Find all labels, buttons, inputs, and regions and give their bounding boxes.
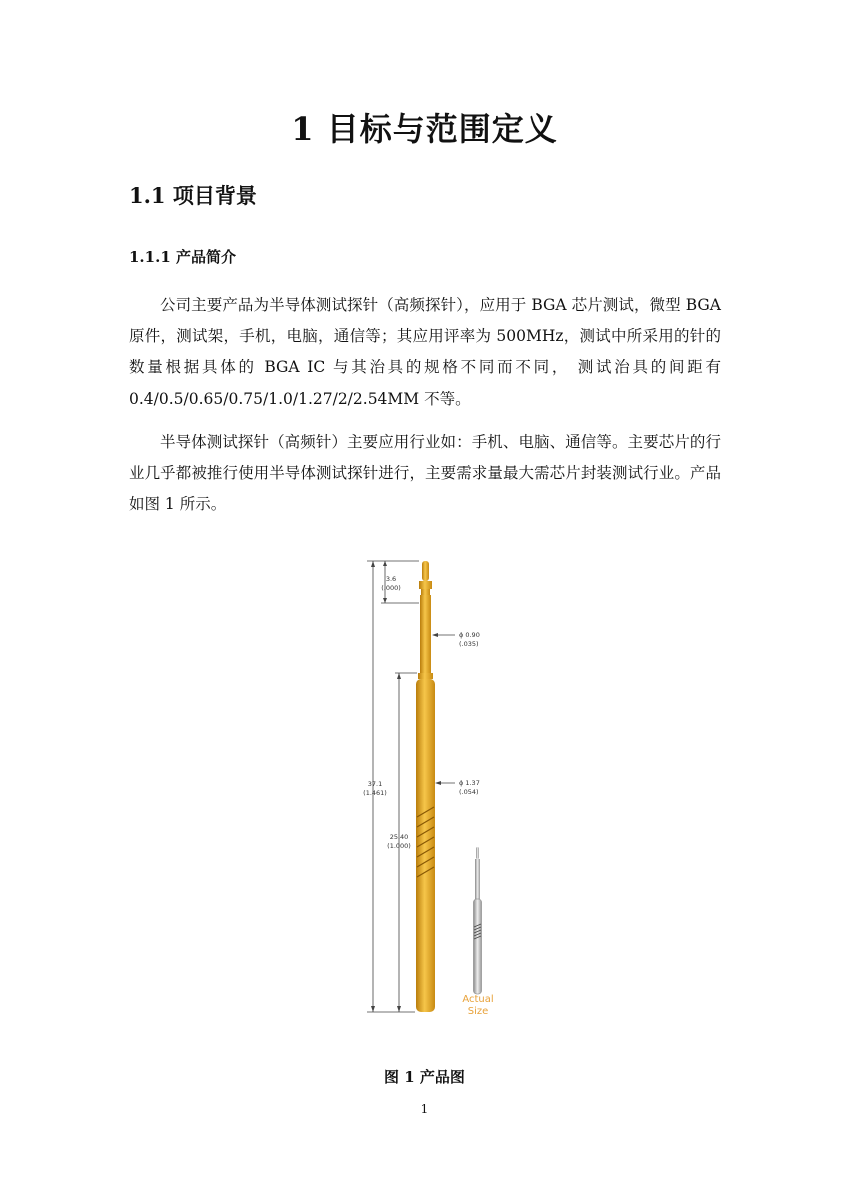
paragraph-2: 半导体测试探针（高频针）主要应用行业如：手机、电脑、通信等。主要芯片的行业几乎都被推行使用半导体测试探针进行，主要需求量最大需芯片封装测试行业。产品如图 1 所示。 [129, 433, 721, 514]
actual-size-label-2: Size [467, 1006, 489, 1017]
probe-actual-size [474, 847, 482, 994]
probe-diagram [355, 555, 515, 1025]
dim-top-diameter: ϕ 0.90 [459, 631, 480, 639]
dim-body-length: 25.40 [389, 833, 409, 841]
dim-body-diameter: ϕ 1.37 [459, 779, 480, 787]
dim-total-length: 37.1 [367, 780, 383, 788]
paragraph-1: 公司主要产品为半导体测试探针（高频探针），应用于 BGA 芯片测试，微型 BGA 原件，测试架，手机，电脑，通信等；其应用评率为 500MHz，测试中所采用的针的数量根据具体的 BGA IC 与其治具的规格不同而不同， 测试治具的间距有 0.4/0.5/0.65/0.75/1.0/1.27/2/2.54MM 不等。 [129, 296, 721, 408]
figure-caption: 图 1 产品图 [384, 1068, 465, 1086]
dim-top-diameter-in: (.035) [459, 640, 479, 648]
dim-tip-length-in: (.000) [381, 584, 401, 592]
subsection-heading: 1.1.1 产品简介 [129, 248, 236, 266]
dim-tip-length: 3.6 [385, 575, 397, 583]
product-figure [355, 555, 515, 1025]
dim-body-length-in: (1.000) [387, 842, 411, 850]
section-heading: 1.1 项目背景 [129, 183, 257, 208]
page-number: 1 [420, 1102, 429, 1116]
probe-large [416, 561, 435, 1012]
dim-total-length-in: (1.461) [363, 789, 387, 797]
dim-body-diameter-in: (.054) [459, 788, 479, 796]
actual-size-label-1: Actual [462, 994, 494, 1005]
page-title: 1 目标与范围定义 [291, 110, 558, 148]
